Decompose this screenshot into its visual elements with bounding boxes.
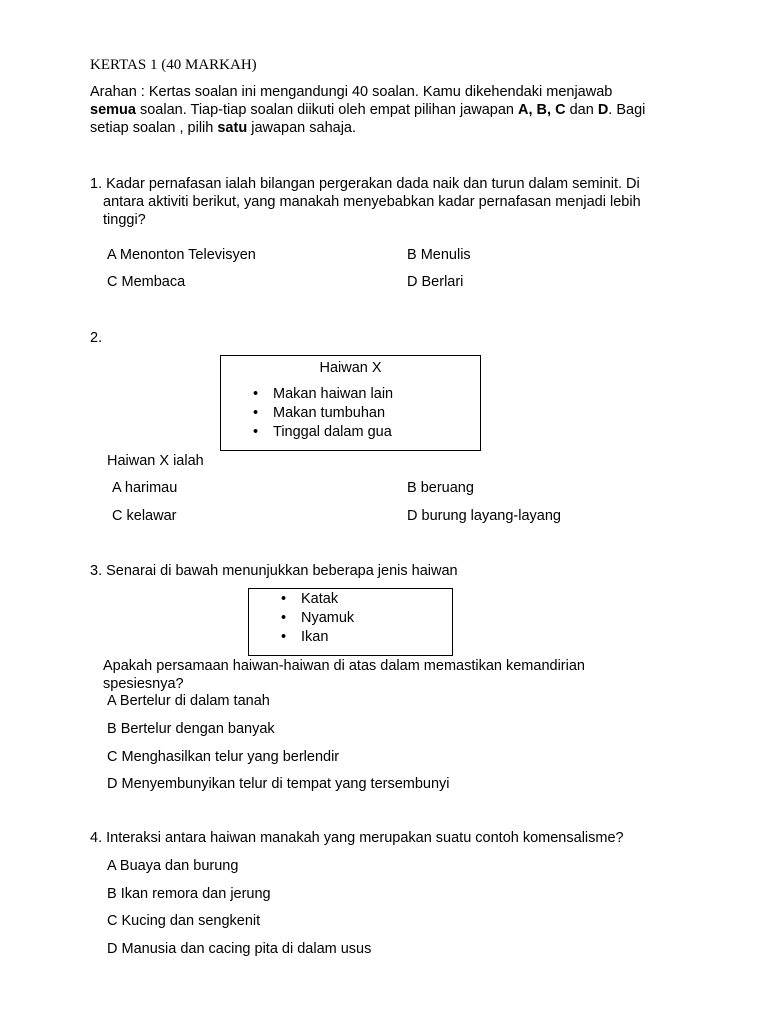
question-3-info-box xyxy=(248,588,453,656)
list-item: • Ikan xyxy=(277,628,354,647)
list-item: • Makan tumbuhan xyxy=(249,404,393,423)
question-3-line-1: 3. Senarai di bawah menunjukkan beberapa jenis haiwan xyxy=(90,563,458,579)
list-item: • Tinggal dalam gua xyxy=(249,423,393,442)
question-1-option-a[interactable]: A Menonton Televisyen xyxy=(107,247,256,263)
question-1-option-c[interactable]: C Membaca xyxy=(107,274,186,290)
question-3-option-d[interactable]: D Menyembunyikan telur di tempat yang tersembunyi xyxy=(107,776,450,792)
instructions-line-1: Arahan : Kertas soalan ini mengandungi 40 soalan. Kamu dikehendaki menjawab xyxy=(90,84,613,100)
question-3-option-c[interactable]: C Menghasilkan telur yang berlendir xyxy=(107,749,340,765)
list-item: • Nyamuk xyxy=(277,609,354,628)
question-4-option-d[interactable]: D Manusia dan cacing pita di dalam usus xyxy=(107,941,372,957)
question-4-line-1: 4. Interaksi antara haiwan manakah yang merupakan suatu contoh komensalisme? xyxy=(90,830,624,846)
instructions-emphasis-all: semua xyxy=(90,102,136,118)
question-3-box-list xyxy=(277,590,354,647)
question-2-option-c[interactable]: C kelawar xyxy=(112,508,177,524)
question-2-number: 2. xyxy=(90,330,103,346)
question-2-box-title: Haiwan X xyxy=(319,360,382,376)
question-3-option-a[interactable]: A Bertelur di dalam tanah xyxy=(107,693,270,709)
question-1-line-2: antara aktiviti berikut, yang manakah menyebabkan kadar pernafasan menjadi lebih xyxy=(103,194,641,210)
question-2-option-d[interactable]: D burung layang-layang xyxy=(407,508,561,524)
instructions-emphasis-one: satu xyxy=(217,120,248,136)
question-2-info-box xyxy=(220,355,481,451)
question-4-option-c[interactable]: C Kucing dan sengkenit xyxy=(107,913,261,929)
question-1-option-d[interactable]: D Berlari xyxy=(407,274,464,290)
instructions-line-2: semua soalan. Tiap-tiap soalan diikuti oleh empat pilihan jawapan A, B, C dan D. Bagi xyxy=(90,102,646,118)
question-2-option-b[interactable]: B beruang xyxy=(407,480,474,496)
question-2-option-a[interactable]: A harimau xyxy=(112,480,178,496)
question-4-option-b[interactable]: B Ikan remora dan jerung xyxy=(107,886,271,902)
question-1-line-3: tinggi? xyxy=(103,212,146,228)
question-4-option-a[interactable]: A Buaya dan burung xyxy=(107,858,239,874)
list-item: • Katak xyxy=(277,590,354,609)
question-3-option-b[interactable]: B Bertelur dengan banyak xyxy=(107,721,275,737)
question-3-stem-line-2: spesiesnya? xyxy=(103,676,184,692)
question-1-line-1: 1. Kadar pernafasan ialah bilangan pergerakan dada naik dan turun dalam seminit. Di xyxy=(90,176,640,192)
question-2-stem: Haiwan X ialah xyxy=(107,453,204,469)
instructions-emphasis-options: A, B, C xyxy=(518,102,566,118)
instructions-emphasis-d: D xyxy=(597,102,609,118)
paper-title: KERTAS 1 (40 MARKAH) xyxy=(90,57,257,73)
question-3-stem-line-1: Apakah persamaan haiwan-haiwan di atas dalam memastikan kemandirian xyxy=(103,658,585,674)
list-item: • Makan haiwan lain xyxy=(249,385,393,404)
question-2-box-list xyxy=(249,385,393,442)
instructions-line-3: setiap soalan , pilih satu jawapan sahaja. xyxy=(90,120,357,136)
question-1-option-b[interactable]: B Menulis xyxy=(407,247,471,263)
